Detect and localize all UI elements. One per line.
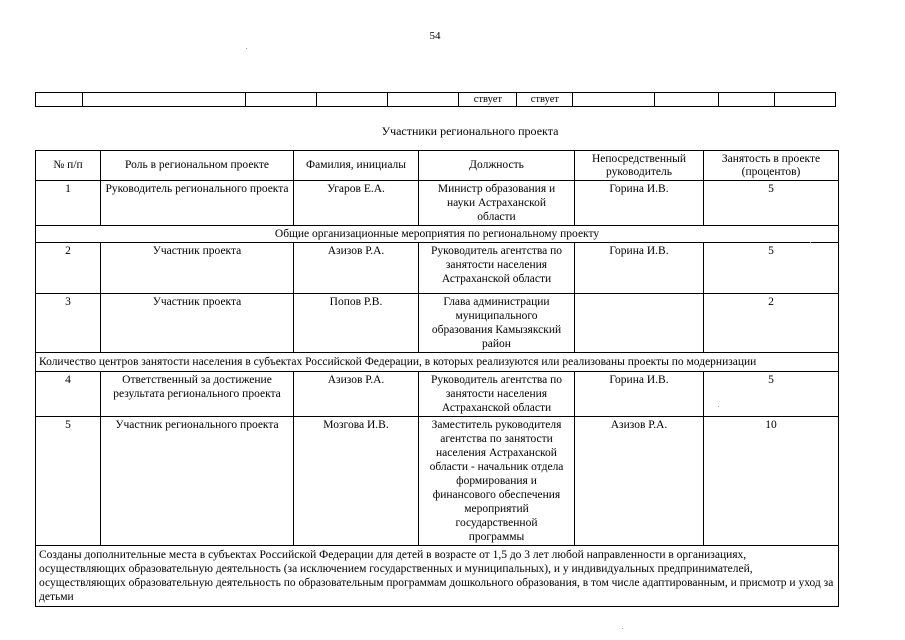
cell-role: Руководитель регионального проекта — [101, 181, 294, 226]
cell-position: Глава администрации муниципального образования Камызякский район — [419, 294, 575, 353]
cell-share: 5 — [704, 181, 839, 226]
cell-name: Мозгова И.В. — [294, 417, 419, 546]
page-number: 54 — [429, 30, 441, 42]
cell-manager: Горина И.В. — [575, 181, 704, 226]
cell-num: 5 — [36, 417, 101, 546]
cell-position: Заместитель руководителя агентства по занятости населения Астраханской области - начальник отдела формирования и финансового обеспечения мероприятий государственной программы — [419, 417, 575, 546]
section-heading: Созданы дополнительные места в субъектах Российской Федерации для детей в возрасте от 1,5 до 3 лет любой направленности в организациях, осуществляющих образовательную деятельность (за исключением государственных и муниципальных), и у индивидуальных предпринимателей, осуществляющих образовательную деятельность по образовательным программам дошкольного образования, в том числе адаптированным, и присмотр и уход за детьми — [36, 546, 839, 607]
table-header-row — [36, 151, 839, 181]
cell-role: Ответственный за достижение результата регионального проекта — [101, 372, 294, 417]
scan-speck — [718, 406, 719, 407]
strip-cell — [718, 93, 774, 107]
cell-manager: Горина И.В. — [575, 372, 704, 417]
cell-num: 3 — [36, 294, 101, 353]
continued-table-strip — [35, 92, 836, 107]
cell-share: 5 — [704, 243, 839, 294]
header-position: Должность — [419, 151, 575, 181]
cell-role: Участник проекта — [101, 243, 294, 294]
table-row — [36, 417, 839, 546]
strip-cell — [316, 93, 387, 107]
scan-speck — [622, 628, 623, 629]
table-row — [36, 243, 839, 294]
scan-speck — [246, 48, 247, 49]
strip-cell: ствует — [517, 93, 573, 107]
strip-cell — [388, 93, 459, 107]
cell-role: Участник регионального проекта — [101, 417, 294, 546]
cell-num: 1 — [36, 181, 101, 226]
section-row — [36, 546, 839, 607]
section-row — [36, 226, 839, 243]
cell-manager: Горина И.В. — [575, 243, 704, 294]
cell-name: Угаров Е.А. — [294, 181, 419, 226]
cell-share: 10 — [704, 417, 839, 546]
strip-cell — [36, 93, 83, 107]
cell-name: Попов Р.В. — [294, 294, 419, 353]
section-heading: Общие организационные мероприятия по региональному проекту — [36, 226, 839, 243]
strip-cell — [82, 93, 245, 107]
participants-table — [35, 150, 839, 607]
cell-num: 4 — [36, 372, 101, 417]
cell-num: 2 — [36, 243, 101, 294]
table-row — [36, 181, 839, 226]
header-name: Фамилия, инициалы — [294, 151, 419, 181]
cell-position: Руководитель агентства по занятости населения Астраханской области — [419, 372, 575, 417]
table-row — [36, 372, 839, 417]
strip-cell — [654, 93, 718, 107]
cell-manager: Азизов Р.А. — [575, 417, 704, 546]
cell-name: Азизов Р.А. — [294, 243, 419, 294]
cell-position: Министр образования и науки Астраханской области — [419, 181, 575, 226]
header-share: Занятость в проекте (процентов) — [704, 151, 839, 181]
section-heading: Количество центров занятости населения в субъектах Российской Федерации, в которых реализуются или реализованы проекты по модернизации — [36, 353, 839, 372]
table-row — [36, 294, 839, 353]
section-row — [36, 353, 839, 372]
cell-share: 5 — [704, 372, 839, 417]
header-role: Роль в региональном проекте — [101, 151, 294, 181]
cell-position: Руководитель агентства по занятости населения Астраханской области — [419, 243, 575, 294]
header-num: № п/п — [36, 151, 101, 181]
cell-manager — [575, 294, 704, 353]
strip-cell — [573, 93, 654, 107]
strip-cell: ствует — [459, 93, 517, 107]
cell-share: 2 — [704, 294, 839, 353]
strip-cell — [774, 93, 835, 107]
section-title: Участники регионального проекта — [381, 124, 559, 138]
header-manager: Непосредственный руководитель — [575, 151, 704, 181]
cell-name: Азизов Р.А. — [294, 372, 419, 417]
strip-cell — [245, 93, 316, 107]
scan-speck — [810, 242, 811, 243]
cell-role: Участник проекта — [101, 294, 294, 353]
